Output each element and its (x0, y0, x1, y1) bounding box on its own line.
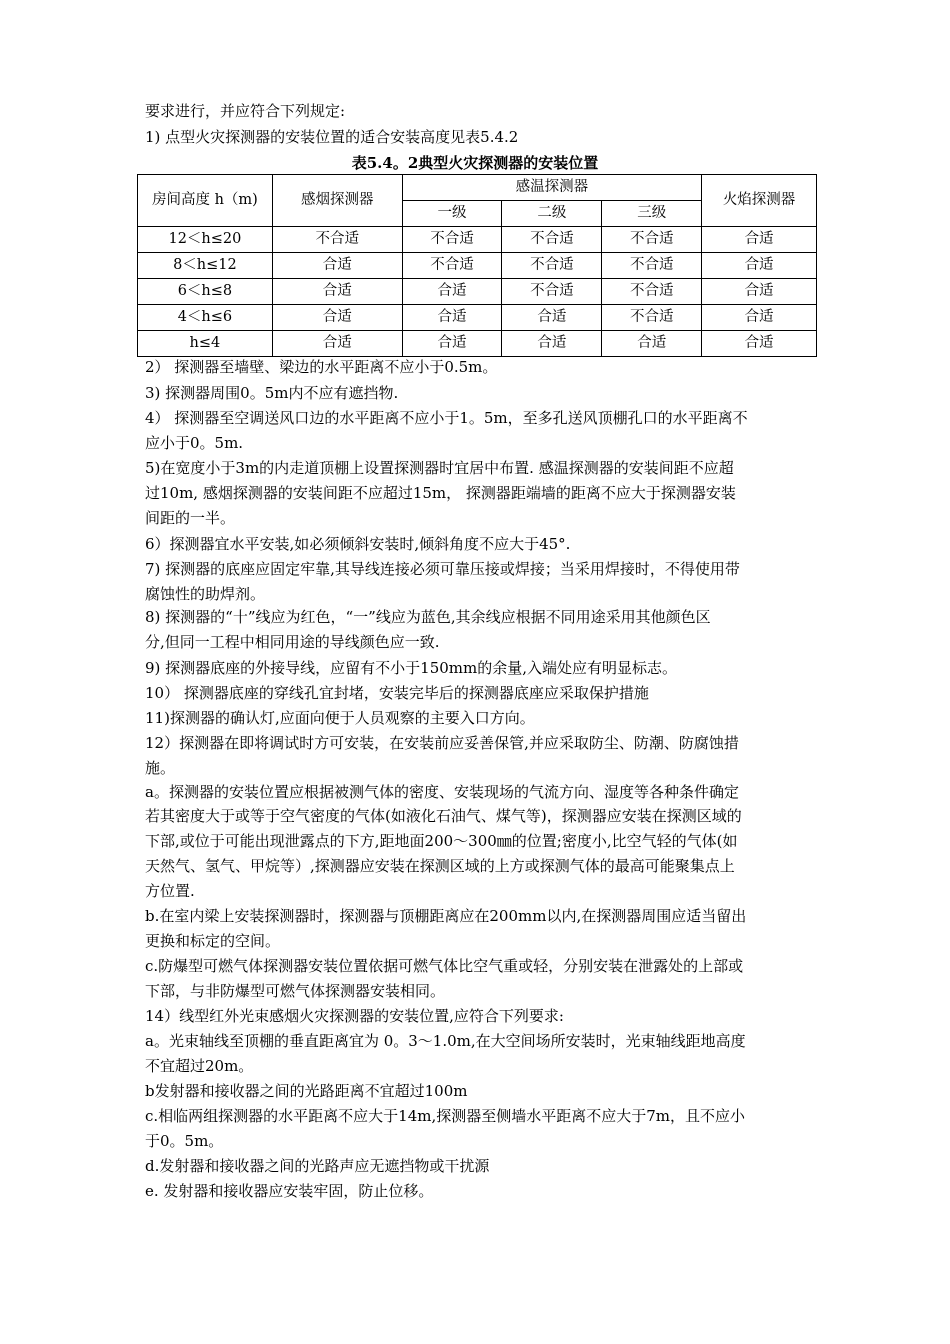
table-cell: 不合适 (272, 227, 402, 253)
table-cell: 合适 (402, 305, 502, 331)
text-line: 间距的一半。 (145, 509, 236, 527)
table-row (138, 279, 817, 305)
text-line: 12）探测器在即将调试时方可安装，在安装前应妥善保管,并应采取防尘、防潮、防腐蚀措 (145, 734, 739, 752)
text-line: 4） 探测器至空调送风口边的水平距离不应小于1。5m，至多孔送风顶棚孔口的水平距离不 (145, 409, 748, 427)
table-cell: 12＜h≤20 (138, 227, 273, 253)
table-cell: 6＜h≤8 (138, 279, 273, 305)
header-heat-grade: 二级 (502, 201, 602, 227)
text-line: 不宜超过20m。 (145, 1057, 254, 1075)
table-cell: 不合适 (602, 279, 702, 305)
text-line: e. 发射器和接收器应安装牢固，防止位移。 (145, 1182, 434, 1200)
table-cell: 不合适 (602, 227, 702, 253)
text-line: 8) 探测器的“十”线应为红色，“一”线应为蓝色,其余线应根据不同用途采用其他颜色区 (145, 608, 711, 626)
table-cell: 不合适 (502, 279, 602, 305)
table-row (138, 331, 817, 357)
table-cell: 4＜h≤6 (138, 305, 273, 331)
text-line: 14）线型红外光束感烟火灾探测器的安装位置,应符合下列要求: (145, 1007, 564, 1025)
table-cell: 合适 (272, 331, 402, 357)
table-cell: 合适 (702, 279, 817, 305)
table-row (138, 253, 817, 279)
table-cell: 合适 (702, 227, 817, 253)
header-heat-detector: 感温探测器 (402, 175, 702, 201)
table-cell: 合适 (272, 305, 402, 331)
table-cell: 合适 (702, 331, 817, 357)
table-cell: 合适 (402, 279, 502, 305)
intro-line: 1) 点型火灾探测器的安装位置的适合安装高度见表5.4.2 (145, 128, 519, 146)
text-line: d.发射器和接收器之间的光路声应无遮挡物或干扰源 (145, 1157, 490, 1175)
text-line: 更换和标定的空间。 (145, 932, 281, 950)
text-line: c.相临两组探测器的水平距离不应大于14m,探测器至侧墙水平距离不应大于7m，且不应小 (145, 1107, 746, 1125)
detector-table (137, 174, 817, 357)
text-line: 分,但同一工程中相同用途的导线颜色应一致. (145, 633, 440, 651)
table-cell: 不合适 (502, 227, 602, 253)
header-heat-grade: 一级 (402, 201, 502, 227)
intro-line: 要求进行，并应符合下列规定: (145, 102, 346, 120)
table-row (138, 227, 817, 253)
table-cell: 合适 (602, 331, 702, 357)
table-cell: 不合适 (602, 253, 702, 279)
table-cell: 合适 (502, 305, 602, 331)
text-line: 于0。5m。 (145, 1132, 224, 1150)
text-line: 下部,或位于可能出现泄露点的下方,距地面200～300㎜的位置;密度小,比空气轻的气体(如 (145, 832, 738, 850)
text-line: 过10m, 感烟探测器的安装间距不应超过15m， 探测器距端墙的距离不应大于探测器安装 (145, 484, 736, 502)
table-cell: 合适 (402, 331, 502, 357)
header-room-height: 房间高度 h（m) (138, 175, 273, 227)
header-smoke-detector: 感烟探测器 (272, 175, 402, 227)
text-line: 若其密度大于或等于空气密度的气体(如液化石油气、煤气等)，探测器应安装在探测区域的 (145, 807, 742, 825)
text-line: 腐蚀性的助焊剂。 (145, 585, 266, 603)
table-cell: 合适 (502, 331, 602, 357)
table-cell: 不合适 (402, 227, 502, 253)
table-cell: 合适 (702, 305, 817, 331)
header-heat-grade: 三级 (602, 201, 702, 227)
text-line: 10） 探测器底座的穿线孔宜封堵，安装完毕后的探测器底座应采取保护措施 (145, 684, 649, 702)
text-line: 5)在宽度小于3m的内走道顶棚上设置探测器时宜居中布置. 感温探测器的安装间距不应超 (145, 459, 734, 477)
text-line: 11)探测器的确认灯,应面向便于人员观察的主要入口方向。 (145, 709, 535, 727)
table-cell: 不合适 (502, 253, 602, 279)
text-line: 2） 探测器至墙壁、梁边的水平距离不应小于0.5m。 (145, 358, 498, 376)
text-line: 9) 探测器底座的外接导线，应留有不小于150mm的余量,入端处应有明显标志。 (145, 659, 678, 677)
text-line: 施。 (145, 759, 176, 777)
text-line: b发射器和接收器之间的光路距离不宜超过100m (145, 1082, 468, 1100)
table-cell: 合适 (272, 253, 402, 279)
text-line: a。光束轴线至顶棚的垂直距离宜为 0。3～1.0m,在大空间场所安装时，光束轴线距地高度 (145, 1032, 746, 1050)
table-cell: 不合适 (602, 305, 702, 331)
text-line: 天然气、氢气、甲烷等）,探测器应安装在探测区域的上方或探测气体的最高可能聚集点上 (145, 857, 735, 875)
table-caption: 表5.4。2典型火灾探测器的安装位置 (351, 154, 599, 172)
text-line: 应小于0。5m. (145, 434, 244, 452)
text-line: c.防爆型可燃气体探测器安装位置依据可燃气体比空气重或轻，分别安装在泄露处的上部或 (145, 957, 744, 975)
table-header-row (138, 175, 817, 201)
text-line: 3) 探测器周围0。5m内不应有遮挡物. (145, 384, 399, 402)
table-cell: h≤4 (138, 331, 273, 357)
text-line: 方位置. (145, 882, 195, 900)
text-line: 下部，与非防爆型可燃气体探测器安装相同。 (145, 982, 446, 1000)
text-line: 6）探测器宜水平安装,如必须倾斜安装时,倾斜角度不应大于45°. (145, 535, 571, 553)
table-cell: 合适 (702, 253, 817, 279)
table-row (138, 305, 817, 331)
text-line: a。探测器的安装位置应根据被测气体的密度、安装现场的气流方向、湿度等各种条件确定 (145, 783, 739, 801)
header-flame-detector: 火焰探测器 (702, 175, 817, 227)
table-cell: 8＜h≤12 (138, 253, 273, 279)
table-cell: 合适 (272, 279, 402, 305)
table-cell: 不合适 (402, 253, 502, 279)
text-line: 7) 探测器的底座应固定牢靠,其导线连接必须可靠压接或焊接；当采用焊接时，不得使用带 (145, 560, 740, 578)
text-line: b.在室内梁上安装探测器时，探测器与顶棚距离应在200mm以内,在探测器周围应适当留出 (145, 907, 747, 925)
